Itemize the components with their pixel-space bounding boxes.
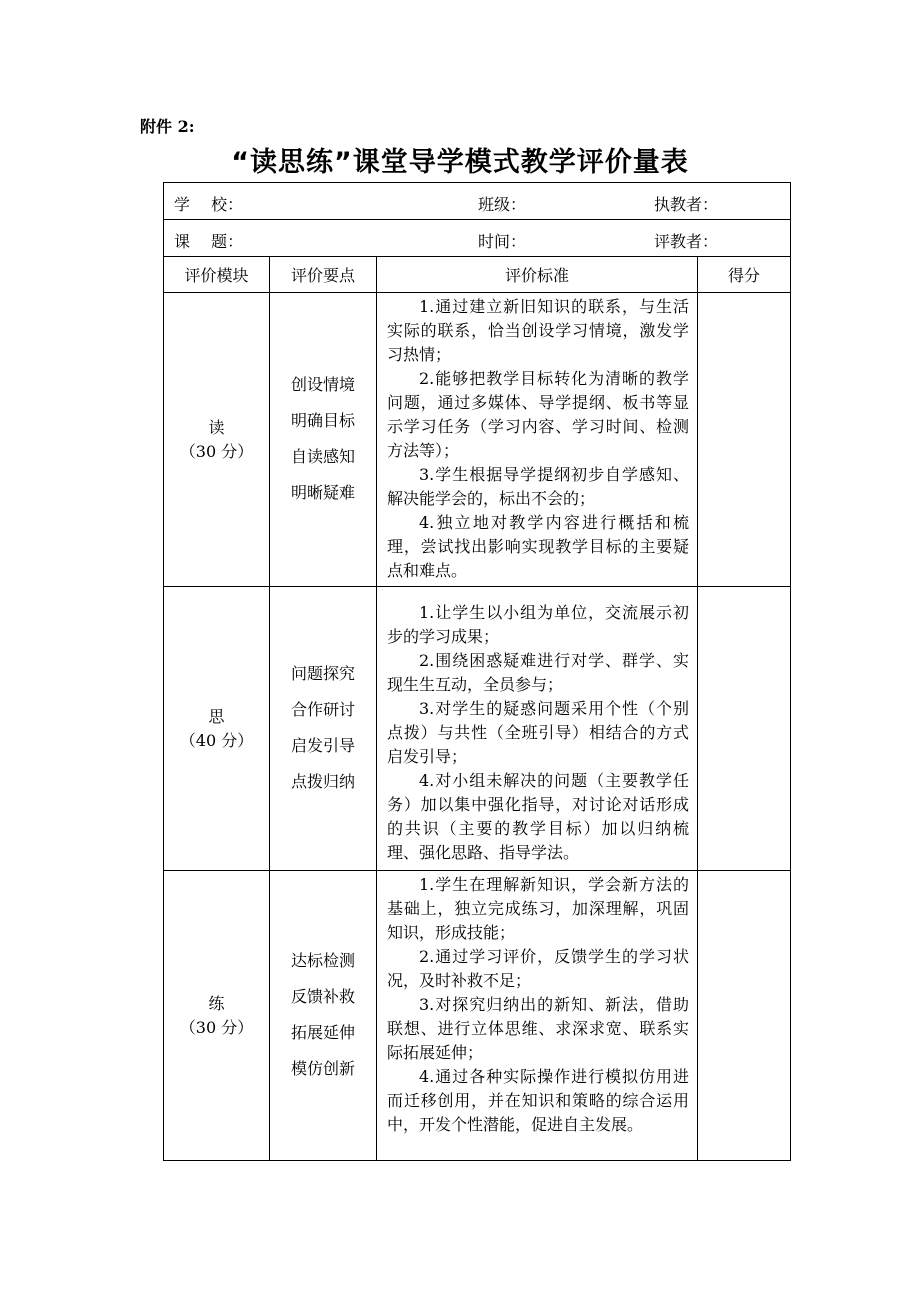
criteria-item: 1.学生在理解新知识，学会新方法的基础上，独立完成练习，加深理解，巩固知识，形成技能；: [387, 875, 689, 942]
point-item: 反馈补救: [290, 986, 355, 1006]
point-item: 模仿创新: [290, 1058, 355, 1078]
module-score: （40 分）: [179, 730, 254, 750]
points-cell: [270, 293, 377, 587]
module-score: （30 分）: [179, 441, 254, 461]
section-row-read: [164, 293, 791, 587]
evaluator-label: 评教者：: [654, 232, 719, 251]
module-cell: [164, 293, 270, 587]
points-cell: [270, 587, 377, 871]
section-row-think: [164, 587, 791, 871]
point-item: 创设情境: [290, 374, 355, 394]
point-item: 合作研讨: [290, 699, 355, 719]
header-score: 得分: [698, 257, 791, 293]
criteria-cell: [377, 871, 698, 1161]
point-item: 启发引导: [290, 735, 355, 755]
criteria-item: 4.通过各种实际操作进行模拟仿用进而迁移创用，并在知识和策略的综合运用中，开发个性潜能，促进自主发展。: [387, 1067, 689, 1134]
page-title: “读思练”课堂导学模式教学评价量表: [231, 147, 689, 178]
info-row-school: [164, 183, 791, 220]
score-cell[interactable]: [698, 871, 791, 1161]
point-item: 点拨归纳: [290, 771, 355, 791]
point-item: 达标检测: [290, 950, 355, 970]
criteria-item: 3.对探究归纳出的新知、新法，借助联想、进行立体思维、求深求宽、联系实际拓展延伸；: [387, 995, 689, 1062]
school-label: 学 校：: [174, 195, 244, 214]
point-item: 明确目标: [290, 410, 355, 430]
criteria-item: 1.通过建立新旧知识的联系，与生活实际的联系，恰当创设学习情境，激发学习热情；: [387, 297, 689, 364]
info-row-topic: [164, 220, 791, 257]
header-row: [164, 257, 791, 293]
point-item: 明晰疑难: [290, 482, 355, 502]
criteria-cell: [377, 587, 698, 871]
criteria-item: 4.独立地对教学内容进行概括和梳理，尝试找出影响实现教学目标的主要疑点和难点。: [387, 513, 689, 580]
module-cell: [164, 587, 270, 871]
header-criteria: 评价标准: [377, 257, 698, 293]
class-label: 班级：: [478, 195, 527, 214]
criteria-item: 3.学生根据导学提纲初步自学感知、解决能学会的，标出不会的；: [387, 465, 689, 508]
criteria-item: 3.对学生的疑惑问题采用个性（个别点拨）与共性（全班引导）相结合的方式启发引导；: [387, 699, 689, 766]
criteria-item: 2.能够把教学目标转化为清晰的教学问题，通过多媒体、导学提纲、板书等显示学习任务（学习内容、学习时间、检测方法等）；: [387, 369, 689, 460]
time-label: 时间：: [478, 232, 527, 251]
point-item: 自读感知: [290, 446, 355, 466]
header-module: 评价模块: [164, 257, 270, 293]
criteria-item: 4.对小组未解决的问题（主要教学任务）加以集中强化指导，对讨论对话形成的共识（主要的教学目标）加以归纳梳理、强化思路、指导学法。: [387, 771, 689, 862]
section-row-practice: [164, 871, 791, 1161]
module-score: （30 分）: [179, 1017, 254, 1037]
criteria-item: 2.通过学习评价，反馈学生的学习状况，及时补救不足；: [387, 947, 689, 990]
point-item: 问题探究: [290, 663, 355, 683]
module-cell: [164, 871, 270, 1161]
module-name: 读: [208, 417, 225, 437]
module-name: 思: [208, 706, 225, 726]
attachment-label: 附件 2:: [140, 117, 195, 136]
score-cell[interactable]: [698, 587, 791, 871]
topic-label: 课 题：: [174, 232, 244, 251]
evaluation-table: [163, 182, 791, 1161]
points-cell: [270, 871, 377, 1161]
score-cell[interactable]: [698, 293, 791, 587]
criteria-item: 1.让学生以小组为单位，交流展示初步的学习成果；: [387, 603, 689, 646]
point-item: 拓展延伸: [290, 1022, 355, 1042]
teacher-label: 执教者：: [654, 195, 719, 214]
header-points: 评价要点: [270, 257, 377, 293]
module-name: 练: [208, 993, 225, 1013]
criteria-cell: [377, 293, 698, 587]
criteria-item: 2.围绕困惑疑难进行对学、群学、实现生生互动，全员参与；: [387, 651, 689, 694]
